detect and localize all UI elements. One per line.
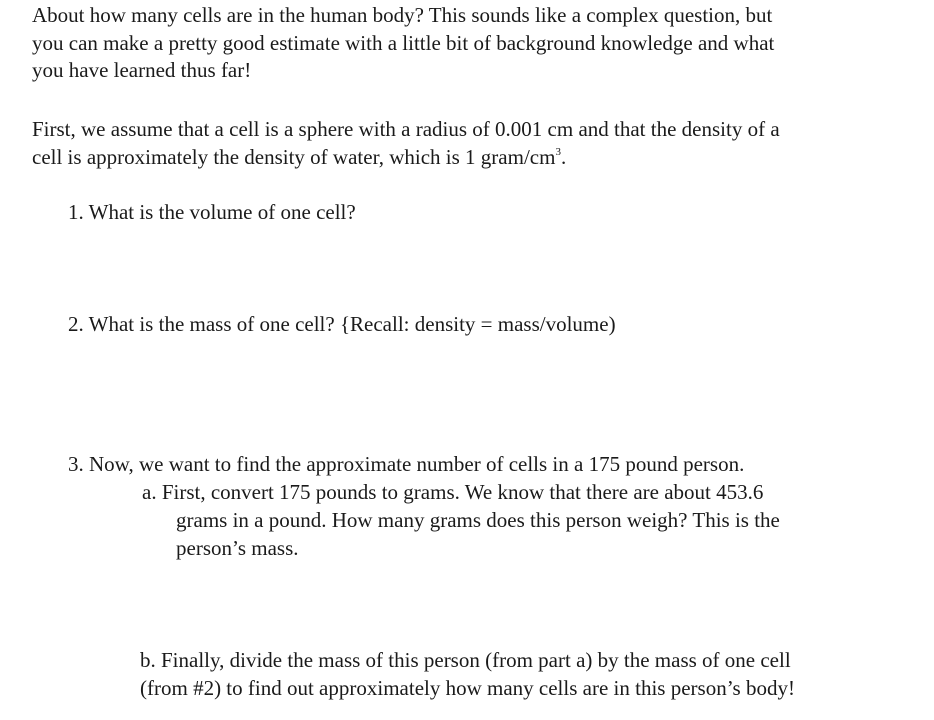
cubic-exponent: 3 [555,145,561,158]
question-1: 1. What is the volume of one cell? [68,200,356,224]
assumption-paragraph [32,116,912,171]
assumption-line-1: First, we assume that a cell is a sphere with a radius of 0.001 cm and that the density of a [32,117,780,141]
question-3: 3. Now, we want to find the approximate number of cells in a 175 pound person. [68,452,745,476]
intro-paragraph [32,2,912,85]
question-3a-line-2: grams in a pound. How many grams does this person weigh? This is the [176,508,780,532]
question-3b-line-1: b. Finally, divide the mass of this person (from part a) by the mass of one cell [140,648,791,672]
intro-line-2: you can make a pretty good estimate with a little bit of background knowledge and what [32,30,775,55]
question-3b-line-2: (from #2) to find out approximately how many cells are in this person’s body! [140,676,795,700]
intro-line-1: About how many cells are in the human body? This sounds like a complex question, but [32,3,773,27]
assumption-line-2 [32,144,912,172]
question-2: 2. What is the mass of one cell? {Recall: density = mass/volume) [68,312,616,336]
question-3a-line-1: a. First, convert 175 pounds to grams. We know that there are about 453.6 [142,480,764,504]
assumption-line-2-period: . [560,144,567,169]
intro-line-3: you have learned thus far! [32,58,252,82]
assumption-line-2-text: cell is approximately the density of water, which is 1 gram/cm [32,144,556,169]
question-3a-line-3: person’s mass. [176,536,299,560]
